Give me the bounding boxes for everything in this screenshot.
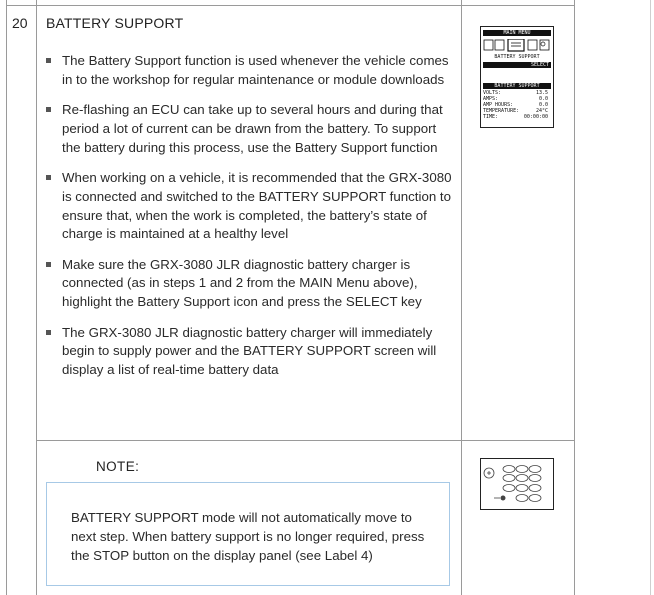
table-row-divider: [36, 440, 574, 441]
table-border-top: [6, 5, 574, 6]
list-item: [42, 256, 458, 312]
note-box: [46, 482, 450, 586]
battery-support-screen-thumbnail: [480, 26, 554, 128]
reading-value: 0.0: [538, 102, 548, 108]
menu-caption: BATTERY SUPPORT: [494, 54, 540, 60]
reading-value: 13.5: [535, 90, 548, 96]
reading-label: TEMPERATURE:: [483, 108, 520, 114]
list-item: [42, 52, 458, 90]
battery-support-title-bar: [483, 83, 551, 89]
note-text: BATTERY SUPPORT mode will not automatically move to next step. When battery support is no longer required, press the STOP button on the display panel (see Label 4): [71, 510, 425, 563]
reading-label: AMPS:: [483, 96, 499, 102]
bullet-square-icon: [46, 262, 51, 267]
list-item: [42, 324, 458, 380]
step-title: BATTERY SUPPORT: [46, 15, 184, 31]
list-item: [42, 101, 458, 157]
note-label: NOTE:: [96, 459, 140, 474]
reading-time: [483, 115, 551, 120]
reading-value: 0.0: [538, 96, 548, 102]
reading-label: VOLTS:: [483, 90, 502, 96]
reading-label: AMP HOURS:: [483, 102, 514, 108]
bullet-square-icon: [46, 58, 51, 63]
main-menu-title-bar: [483, 30, 551, 36]
select-label: SELECT: [530, 62, 549, 68]
bullet-square-icon: [46, 330, 51, 335]
list-item-text: The GRX-3080 JLR diagnostic battery charger will immediately begin to supply power and the BATTERY SUPPORT screen will display a list of real-time battery data: [62, 324, 437, 378]
list-item-text: When working on a vehicle, it is recommended that the GRX-3080 is connected and switched to the BATTERY SUPPORT function to ensure that, when the work is completed, the battery’s state of charge is maintained at a healthy level: [62, 169, 452, 242]
list-item-text: The Battery Support function is used whenever the vehicle comes in to the workshop for regular maintenance or module downloads: [62, 53, 449, 87]
list-item-text: Re-flashing an ECU can take up to several hours and during that period a lot of current can be drawn from the battery. To support the battery during this process, use the Battery Support function: [62, 102, 443, 155]
list-item: [42, 169, 458, 244]
menu-icons-row: [483, 39, 553, 53]
keypad-buttons-icon: [481, 459, 553, 509]
table-divider-image: [461, 0, 462, 595]
table-border-right: [574, 0, 575, 595]
bullet-square-icon: [46, 175, 51, 180]
table-border-left: [6, 0, 7, 595]
battery-support-title: BATTERY SUPPORT: [494, 83, 540, 89]
step-number: 20: [12, 15, 28, 31]
table-divider-number: [36, 0, 37, 595]
main-menu-title: MAIN MENU: [503, 30, 531, 36]
select-bar: [483, 62, 551, 68]
keypad-thumbnail: [480, 458, 554, 510]
reading-label: TIME:: [483, 114, 499, 120]
page-edge-line: [650, 0, 651, 595]
reading-value: 00:00:00: [523, 114, 548, 120]
reading-value: 24°C: [535, 108, 548, 114]
list-item-text: Make sure the GRX-3080 JLR diagnostic battery charger is connected (as in steps 1 and 2 from the MAIN Menu above), highlight the Battery Support icon and press the SELECT key: [62, 256, 422, 310]
instruction-list: [42, 52, 458, 391]
bullet-square-icon: [46, 107, 51, 112]
